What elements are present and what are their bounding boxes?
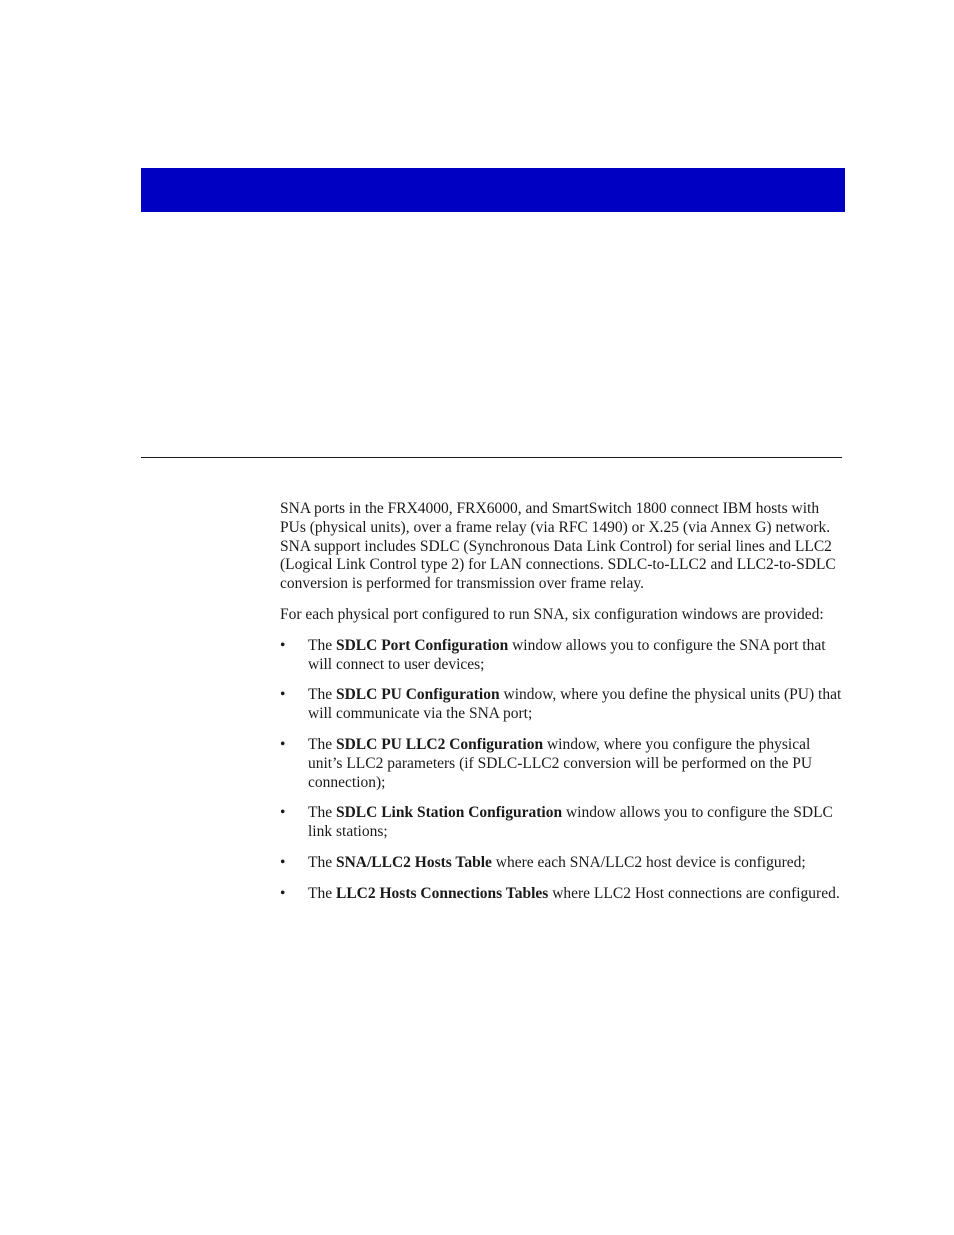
config-windows-list: [280, 637, 844, 904]
windows-intro-paragraph: For each physical port configured to run SNA, six configuration windows are provided:: [280, 605, 824, 623]
window-name: SNA/LLC2 Hosts Table: [335, 853, 492, 871]
list-item: • The SDLC Port Configuration window allows you to configure the SNA port that will connect to user devices;: [280, 636, 826, 673]
section-divider: [141, 457, 842, 458]
window-name: SDLC PU LLC2 Configuration: [335, 735, 544, 753]
chapter-title-bar: [141, 168, 845, 212]
window-name: LLC2 Hosts Connections Tables: [335, 884, 549, 902]
intro-paragraph: SNA ports in the FRX4000, FRX6000, and SmartSwitch 1800 connect IBM hosts with PUs (physical units), over a frame relay (via RFC 1490) or X.25 (via Annex G) network. SNA support includes SDLC (Synchronous Data Link Control) for serial lines and LLC2 (Logical Link Control type 2) for LAN connections. SDLC-to-LLC2 and LLC2-to-SDLC conversion is performed for transmission over frame relay.: [280, 500, 836, 593]
bullet-marker: •: [280, 686, 286, 704]
list-item: • The SDLC PU LLC2 Configuration window, where you configure the physical unit’s LLC2 parameters (if SDLC-LLC2 conversion will be performed on the PU connection);: [280, 735, 813, 791]
window-name: SDLC PU Configuration: [335, 686, 500, 704]
list-item: • The SNA/LLC2 Hosts Table where each SNA/LLC2 host device is configured;: [280, 853, 806, 871]
bullet-marker: •: [280, 804, 286, 822]
bullet-marker: •: [280, 636, 286, 654]
section-body: [280, 500, 844, 916]
bullet-marker: •: [280, 853, 286, 871]
list-item: • The SDLC Link Station Configuration window allows you to configure the SDLC link stations;: [280, 804, 833, 841]
window-name: SDLC Port Configuration: [335, 636, 509, 654]
list-item: • The SDLC PU Configuration window, where you define the physical units (PU) that will communicate via the SNA port;: [280, 686, 842, 723]
bullet-marker: •: [280, 735, 286, 753]
list-item: • The LLC2 Hosts Connections Tables where LLC2 Host connections are configured.: [280, 884, 840, 902]
bullet-marker: •: [280, 884, 286, 902]
window-name: SDLC Link Station Configuration: [335, 804, 563, 822]
